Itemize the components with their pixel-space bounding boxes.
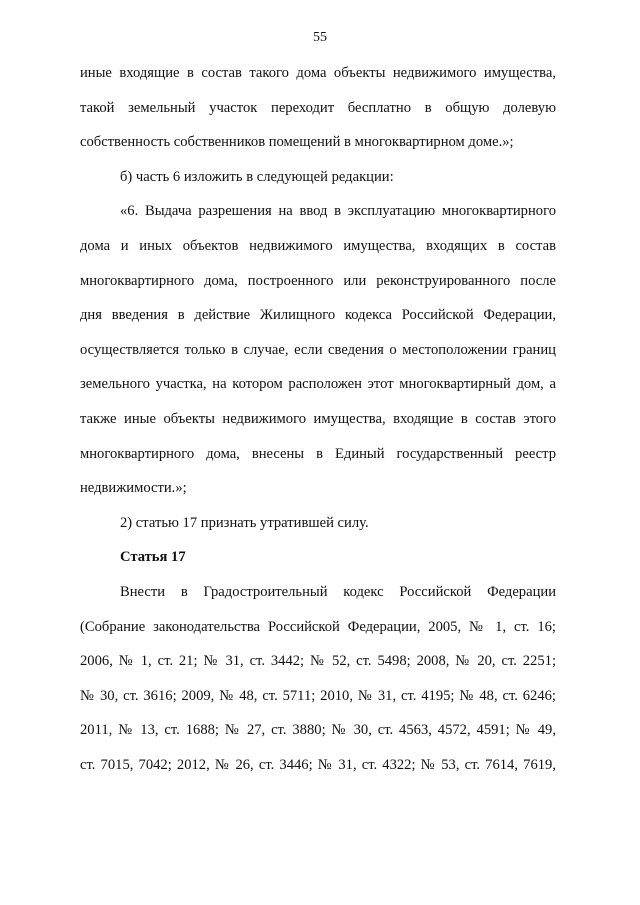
text-line: ст. 7015, 7042; 2012, № 26, ст. 3446; № 31, ст. 4322; № 53, ст. 7614, 7619, <box>80 756 556 773</box>
text-line: № 30, ст. 3616; 2009, № 48, ст. 5711; 2010, № 31, ст. 4195; № 48, ст. 6246; <box>80 687 556 704</box>
text-line: 2) статью 17 признать утратившей силу. <box>120 514 369 531</box>
text-line: земельного участка, на котором расположен этот многоквартирный дом, а <box>80 376 556 393</box>
text-line: Внести в Градостроительный кодекс Российской Федерации <box>120 583 556 600</box>
text-line: иные входящие в состав такого дома объекты недвижимого имущества, <box>80 65 556 81</box>
text-line: также иные объекты недвижимого имущества, входящие в состав этого <box>80 410 556 427</box>
page-number: 55 <box>313 30 327 45</box>
text-line: дома и иных объектов недвижимого имущества, входящих в состав <box>80 237 556 254</box>
text-line: такой земельный участок переходит бесплатно в общую долевую <box>80 99 556 116</box>
article-heading: Статья 17 <box>120 549 186 566</box>
text-line: дня введения в действие Жилищного кодекса Российской Федерации, <box>80 307 556 324</box>
text-line: 2011, № 13, ст. 1688; № 27, ст. 3880; № 30, ст. 4563, 4572, 4591; № 49, <box>80 722 556 739</box>
text-line: 2006, № 1, ст. 21; № 31, ст. 3442; № 52, ст. 5498; 2008, № 20, ст. 2251; <box>80 653 556 670</box>
text-line: недвижимости.»; <box>80 480 187 497</box>
text-line: многоквартирного дома, внесены в Единый государственный реестр <box>80 445 556 462</box>
text-line: «6. Выдача разрешения на ввод в эксплуатацию многоквартирного <box>120 203 556 220</box>
document-body <box>80 56 556 782</box>
text-line: осуществляется только в случае, если сведения о местоположении границ <box>80 341 556 358</box>
text-line: собственность собственников помещений в многоквартирном доме.»; <box>80 134 514 151</box>
text-line: (Собрание законодательства Российской Федерации, 2005, № 1, ст. 16; <box>80 618 556 635</box>
text-line: многоквартирного дома, построенного или реконструированного после <box>80 272 556 289</box>
text-line: б) часть 6 изложить в следующей редакции: <box>120 168 394 185</box>
